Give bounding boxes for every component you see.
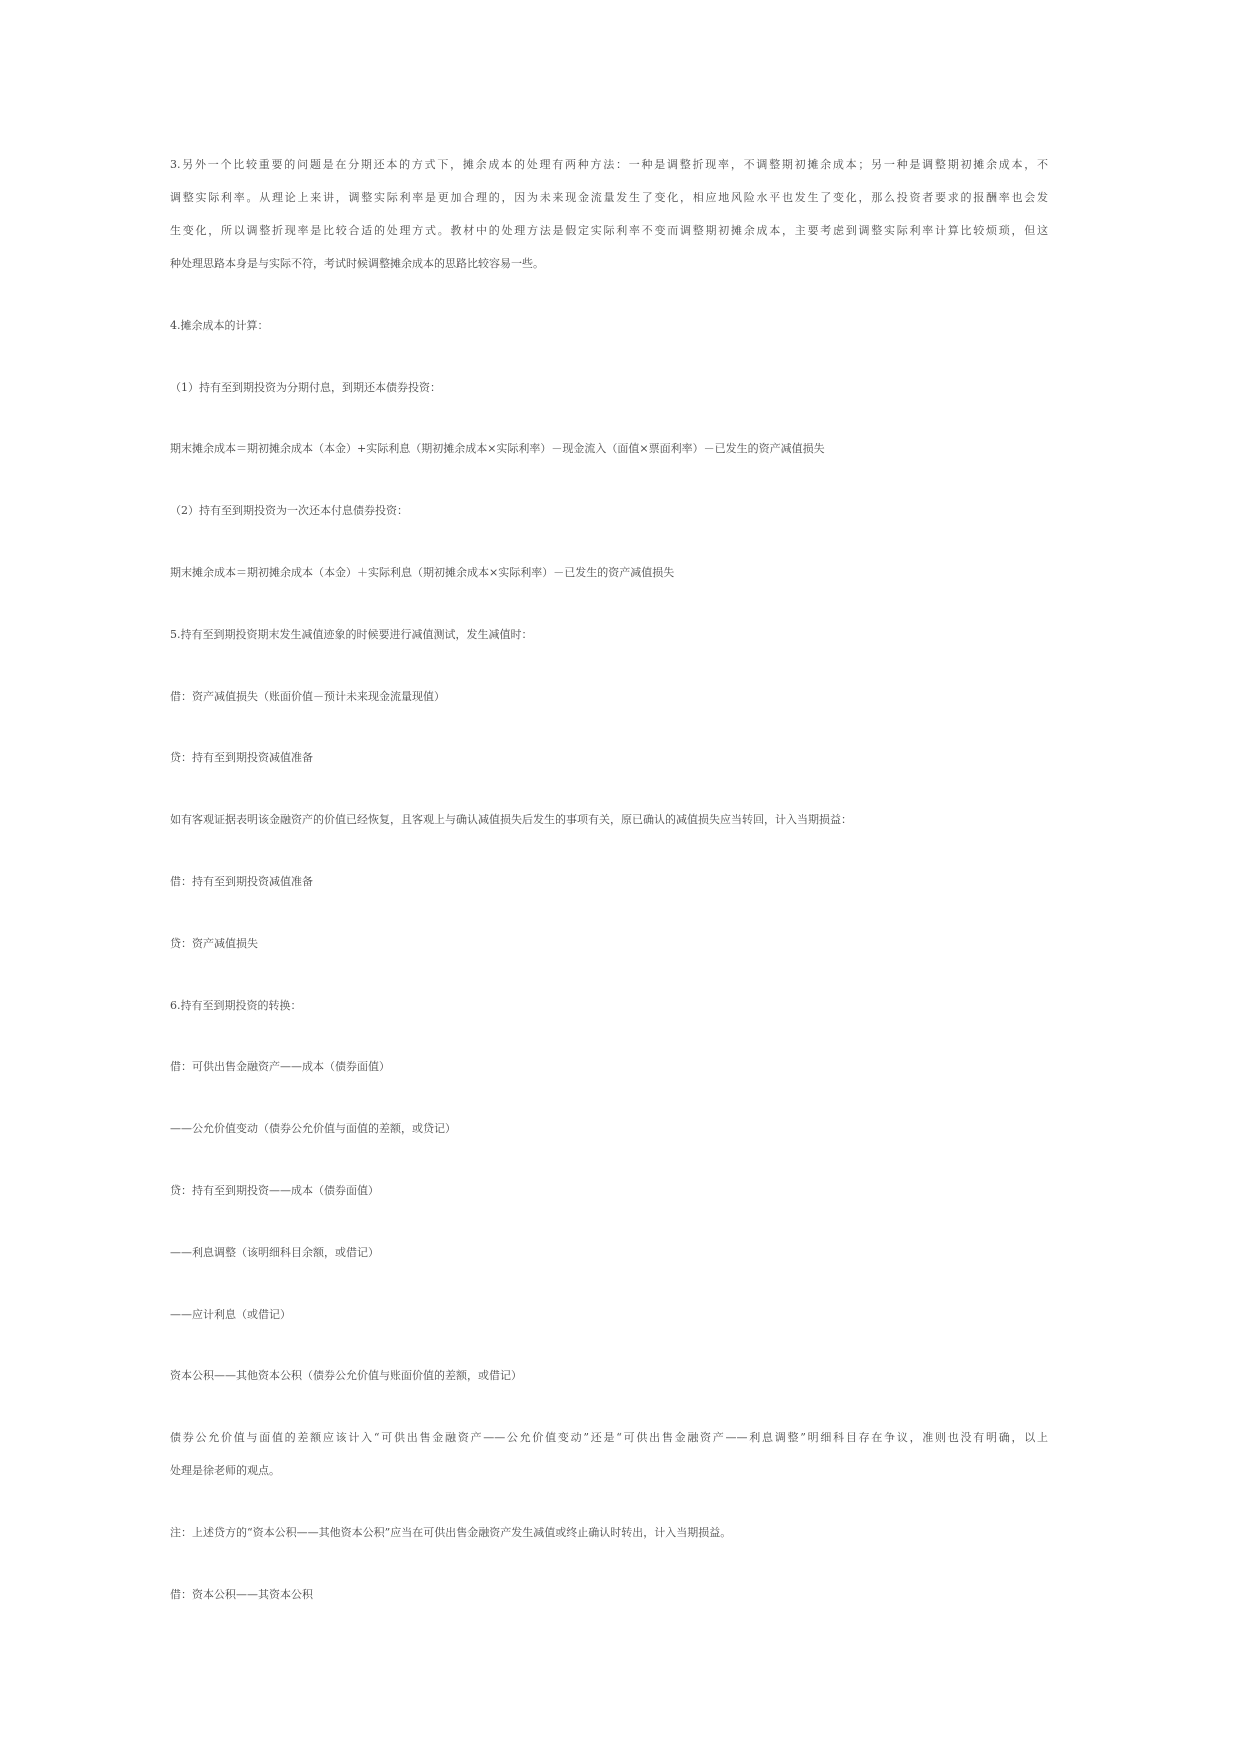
text-line: 贷：持有至到期投资减值准备 bbox=[170, 751, 313, 765]
text-line: 借：资本公积——其资本公积 bbox=[170, 1587, 313, 1601]
text-line: ——利息调整（该明细科目余额，或借记） bbox=[170, 1245, 379, 1259]
text-line: 如有客观证据表明该金融资产的价值已经恢复，且客观上与确认减值损失后发生的事项有关，原已确认的减值损失应当转回，计入当期损益： bbox=[170, 813, 852, 827]
text-line: 种处理思路本身是与实际不符，考试时候调整摊余成本的思路比较容易一些。 bbox=[170, 257, 544, 270]
journal-entry-debit bbox=[170, 680, 1048, 713]
text-line: 债券公允价值与面值的差额应该计入“可供出售金融资产——公允价值变动”还是“可供出售金融资产——利息调整”明细科目存在争议，准则也没有明确，以上 bbox=[170, 1431, 1048, 1445]
text-line: 6.持有至到期投资的转换： bbox=[170, 998, 302, 1012]
text-line: 5.持有至到期投资期末发生减值迹象的时候要进行减值测试，发生减值时： bbox=[170, 627, 533, 641]
paragraph-controversy-note bbox=[170, 1421, 1048, 1487]
text-line: 借：可供出售金融资产——成本（债券面值） bbox=[170, 1060, 390, 1074]
journal-entry-debit bbox=[170, 865, 1048, 898]
text-line: ——应计利息（或借记） bbox=[170, 1307, 291, 1321]
journal-entry-subaccount bbox=[170, 1112, 1048, 1145]
text-line: 借：持有至到期投资减值准备 bbox=[170, 874, 313, 888]
text-line: 贷：持有至到期投资——成本（债券面值） bbox=[170, 1183, 379, 1197]
text-line: ——公允价值变动（债券公允价值与面值的差额，或贷记） bbox=[170, 1122, 456, 1136]
text-line: 期末摊余成本＝期初摊余成本（本金）＋实际利息（期初摊余成本×实际利率）－已发生的资产减值损失 bbox=[170, 565, 675, 579]
subheading-2 bbox=[170, 494, 1048, 527]
text-line: 4.摊余成本的计算： bbox=[170, 318, 269, 332]
text-line: 注：上述贷方的“资本公积——其他资本公积”应当在可供出售金融资产发生减值或终止确认时转出，计入当期损益。 bbox=[170, 1525, 732, 1539]
section-heading-6 bbox=[170, 989, 1048, 1022]
text-line: （2）持有至到期投资为一次还本付息债券投资： bbox=[170, 504, 408, 518]
text-line: 调整实际利率。从理论上来讲，调整实际利率是更加合理的，因为未来现金流量发生了变化，相应地风险水平也发生了变化，那么投资者要求的报酬率也会发 bbox=[170, 191, 1048, 204]
text-line: （1）持有至到期投资为分期付息，到期还本债券投资： bbox=[170, 380, 441, 394]
text-line: 3.另外一个比较重要的问题是在分期还本的方式下，摊余成本的处理有两种方法：一种是调整折现率，不调整期初摊余成本；另一种是调整期初摊余成本，不 bbox=[170, 158, 1048, 171]
document-page bbox=[170, 148, 1048, 1640]
journal-entry-subaccount bbox=[170, 1298, 1048, 1331]
text-line: 资本公积——其他资本公积（债券公允价值与账面价值的差额，或借记） bbox=[170, 1369, 522, 1383]
text-line: 生变化，所以调整折现率是比较合适的处理方式。教材中的处理方法是假定实际利率不变而调整期初摊余成本，主要考虑到调整实际利率计算比较烦琐，但这 bbox=[170, 224, 1048, 237]
formula-2 bbox=[170, 556, 1048, 589]
journal-entry-credit bbox=[170, 927, 1048, 960]
journal-entry-credit bbox=[170, 741, 1048, 774]
section-heading-5 bbox=[170, 618, 1048, 651]
section-heading-4 bbox=[170, 309, 1048, 342]
text-line: 处理是徐老师的观点。 bbox=[170, 1464, 280, 1478]
subheading-1 bbox=[170, 371, 1048, 404]
journal-entry-debit bbox=[170, 1050, 1048, 1083]
formula-1 bbox=[170, 432, 1048, 465]
journal-entry-subaccount bbox=[170, 1236, 1048, 1269]
paragraph-impairment-reversal bbox=[170, 803, 1048, 836]
paragraph-note bbox=[170, 1516, 1048, 1549]
journal-entry-debit bbox=[170, 1578, 1048, 1611]
text-line: 借：资产减值损失（账面价值－预计未来现金流量现值） bbox=[170, 689, 445, 703]
paragraph-amortized-cost-methods bbox=[170, 148, 1048, 280]
journal-entry-credit bbox=[170, 1174, 1048, 1207]
text-line: 期末摊余成本＝期初摊余成本（本金）+实际利息（期初摊余成本×实际利率）－现金流入（面值×票面利率）－已发生的资产减值损失 bbox=[170, 442, 825, 456]
journal-entry-capital-reserve bbox=[170, 1359, 1048, 1392]
text-line: 贷：资产减值损失 bbox=[170, 936, 258, 950]
